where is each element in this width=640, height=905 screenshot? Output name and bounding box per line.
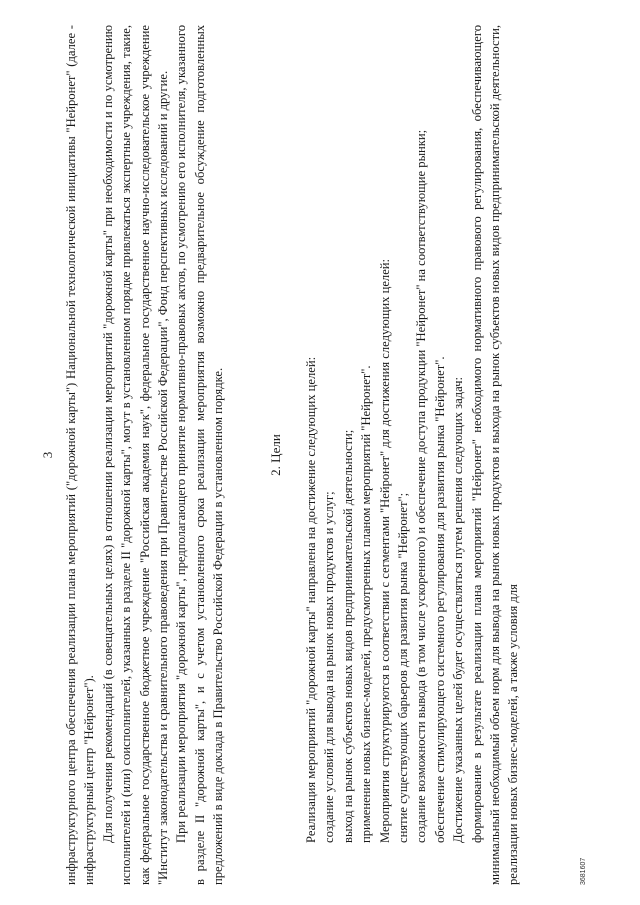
segment-goal-2: создание возможности вывода (в том числе ускоренного) и обеспечение доступа продукции "Нейронет" на соответствующие рынки; xyxy=(414,129,429,843)
segment-goal-3: обеспечение стимулирующего системного регулирования для развития рынка "Нейронет". xyxy=(432,356,447,843)
task-item-1: формирование в результате реализации плана мероприятий "Нейронет" необходимого нормативного правового регулирования, обеспечивающего минимальный необходимый объем норм для вывода на рынок новых продуктов и выхода на рынок субъектов новых видов предпринимательской деятельности, реализации новых бизнес-моделей, а также условия для xyxy=(469,25,521,885)
segment-goal-1: снятие существующих барьеров для развития рынка "Нейронет"; xyxy=(396,492,411,843)
segments-intro: Мероприятия структурируются в соответствии с сегментами "Нейронет" для достижения следующих целей: xyxy=(377,258,392,843)
paragraph-normative-acts: При реализации мероприятия "дорожной карты", предполагающего принятие нормативно-правовых актов, по усмотрению его исполнителя, указанного в разделе II "дорожной карты", и с учетом установленного срока реализации мероприятия возможно предварительное обсуждение подготовленных предложений в виде доклада в Правительство Российской Федерации в установленном порядке. xyxy=(174,25,226,885)
rotated-text-frame xyxy=(40,25,600,885)
goals-block xyxy=(302,25,523,885)
paragraph-expert-recommendations: Для получения рекомендаций (в совещательных целях) в отношении реализации мероприятий "дорожной карты" при необходимости и по усмотрению исполнителей и (или) соисполнителей, указанных в разделе II "дорожной карты", могут в установленном порядке привлекаться экспертные учреждения, такие, как федеральное государственное бюджетное учреждение "Российская академия наук", федеральное государственное научно-исследовательское учреждение "Институт законодательства и сравнительного правоведения при Правительстве Российской Федерации", Фонд перспективных исследований и другие. xyxy=(100,25,171,885)
document-code: 3681607 xyxy=(580,857,587,885)
tasks-intro: Достижение указанных целей будет осуществляться путем решения следующих задач: xyxy=(451,377,466,843)
section-heading: 2. Цели xyxy=(268,434,283,476)
goals-intro: Реализация мероприятий "дорожной карты" направлена на достижение следующих целей: xyxy=(304,356,318,843)
goal-item-2: выход на рынок субъектов новых видов предпринимательской деятельности; xyxy=(340,429,355,843)
intro-block xyxy=(62,25,228,885)
goals-heading-block xyxy=(268,25,284,885)
page-number: 3 xyxy=(40,451,55,459)
goal-item-3: применение новых бизнес-моделей, предусмотренных планом мероприятий "Нейронет". xyxy=(359,365,374,843)
goal-item-1: создание условий для вывода на рынок новых продуктов и услуг; xyxy=(322,491,337,843)
paragraph-infrastructure-center: инфраструктурного центра обеспечения реализации плана мероприятий ("дорожной карты") Национальной технологической инициативы "Нейронет" (далее - инфраструктурный центр "Нейронет"). xyxy=(64,25,97,885)
